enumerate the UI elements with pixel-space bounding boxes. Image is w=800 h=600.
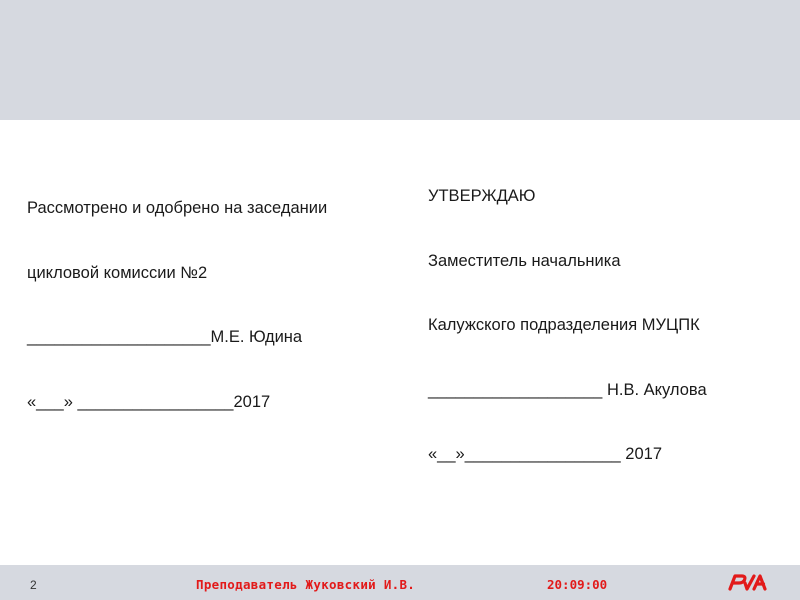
committee-signature-line: ____________________М.Е. Юдина (27, 328, 303, 346)
authority-signature-line: ___________________ Н.В. Акулова (428, 380, 707, 399)
header-band (0, 0, 800, 120)
approval-committee-block (27, 155, 327, 456)
committee-line-1: Рассмотрено и одобрено на заседании (27, 199, 328, 217)
committee-date-line: «___» _________________2017 (27, 392, 271, 411)
authority-position-line: Заместитель начальника (428, 251, 621, 270)
authority-date-line: «__»_________________ 2017 (428, 445, 662, 463)
approve-heading: УТВЕРЖДАЮ (428, 187, 536, 205)
authority-department-line: Калужского подразделения МУЦПК (428, 316, 700, 334)
footer-bar (0, 565, 800, 600)
rzd-logo-icon (727, 572, 771, 592)
page-number: 2 (30, 578, 37, 592)
footer-time: 20:09:00 (547, 577, 608, 592)
approval-authority-block (428, 143, 707, 509)
committee-line-2: цикловой комиссии №2 (27, 263, 208, 282)
footer-author: Преподаватель Жуковский И.В. (196, 577, 416, 592)
